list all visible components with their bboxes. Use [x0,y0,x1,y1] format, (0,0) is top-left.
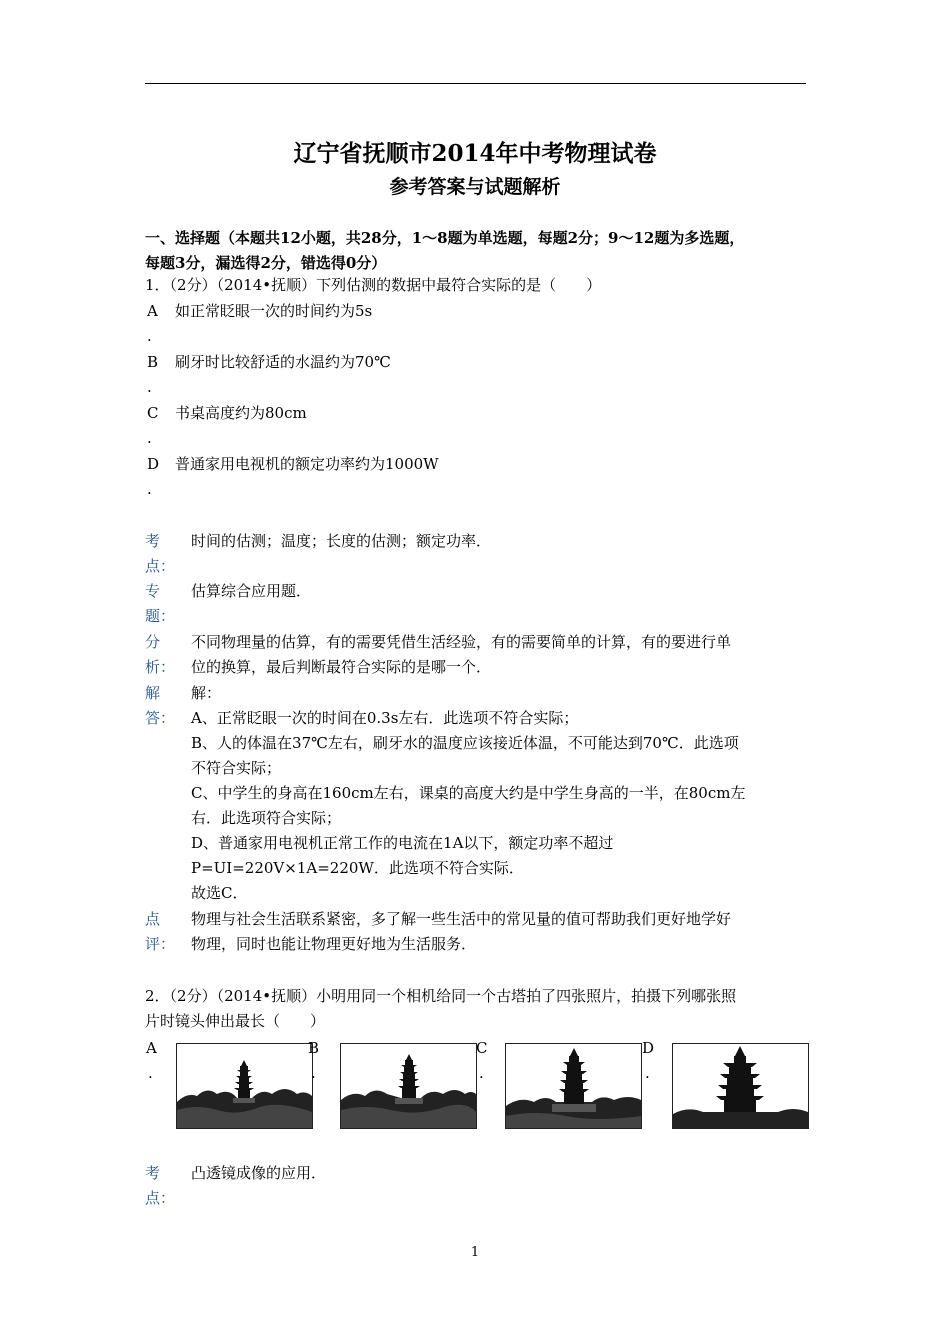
q2-photo-c [505,1043,642,1129]
q1-option-c-text: 书桌高度约为80cm [175,404,307,422]
q1-kaodian-label: 考 点： [145,532,176,575]
q2-option-b-dot: . [311,1064,316,1082]
q1-zhuanti-label: 专 题： [145,582,176,625]
section-heading-line-1: 一、选择题（本题共12小题，共28分，1～8题为单选题，每题2分；9～12题为多选题， [145,229,745,247]
q1-option-b-text: 刷牙时比较舒适的水温约为70℃ [175,353,391,371]
q1-dianping-label: 点 评： [145,910,176,953]
q2-option-a-dot: . [148,1064,153,1082]
question-2-stem: 2．（2分）（2014•抚顺）小明用同一个相机给同一个古塔拍了四张照片，拍摄下列哪张照 片时镜头伸出最长（ ） [145,987,737,1030]
q1-fenxi-line: 位的换算，最后判断最符合实际的是哪一个． [191,658,492,676]
header-rule [145,83,806,84]
q1-jieda-line: 不符合实际； [191,759,282,777]
q1-kaodian: 时间的估测；温度；长度的估测；额定功率． [191,532,492,550]
q1-jieda-label: 解 答： [145,684,176,727]
q1-option-a-dot: . [147,327,152,345]
page-subtitle: 参考答案与试题解析 [389,176,561,198]
page-title: 辽宁省抚顺市2014年中考物理试卷 [293,140,657,167]
q1-jieda [191,681,806,906]
q2-kaodian-label: 考 点： [145,1164,176,1207]
q1-option-d-text: 普通家用电视机的额定功率约为1000W [175,455,439,473]
q1-zhuanti: 估算综合应用题． [191,582,312,600]
section-heading [145,226,810,276]
q2-option-b-letter: B [308,1039,320,1057]
q1-option-d-letter: D [147,455,160,473]
section-heading-line-2: 每题3分，漏选得2分，错选得0分） [145,254,387,272]
q1-jieda-line: B、人的体温在37℃左右，刷牙水的温度应该接近体温，不可能达到70℃．此选项 [191,734,739,752]
q2-option-d-dot: . [645,1064,650,1082]
q1-fenxi-line: 不同物理量的估算，有的需要凭借生活经验，有的需要简单的计算，有的要进行单 [191,633,732,651]
q2-kaodian: 凸透镜成像的应用． [191,1164,327,1182]
q1-option-c-letter: C [147,404,159,422]
q2-photo-d [672,1043,809,1129]
q1-fenxi [191,630,806,680]
q2-option-a-letter: A [146,1039,157,1057]
q2-option-c-letter: C [476,1039,488,1057]
q2-photo-a [176,1043,313,1129]
q1-option-b-dot: . [147,378,152,396]
q1-option-d-dot: . [147,480,152,498]
q1-jieda-line: P=UI=220V×1A=220W．此选项不符合实际． [191,859,524,877]
q1-option-c-dot: . [147,429,152,447]
q1-dianping [191,907,806,957]
q1-jieda-line: D、普通家用电视机正常工作的电流在1A以下，额定功率不超过 [191,834,614,852]
q1-option-a-letter: A [147,302,158,320]
q2-option-d-letter: D [642,1039,655,1057]
q1-jieda-line: A、正常眨眼一次的时间在0.3s左右．此选项不符合实际； [191,709,579,727]
q1-option-a-text: 如正常眨眼一次的时间约为5s [175,302,373,320]
page-number: 1 [470,1245,480,1260]
q1-jieda-line: 右．此选项符合实际； [191,809,342,827]
q1-dianping-line: 物理与社会生活联系紧密，多了解一些生活中的常见量的值可帮助我们更好地学好 [191,910,732,928]
q1-jieda-line: 故选C． [191,884,248,902]
q1-option-b-letter: B [147,353,159,371]
q1-fenxi-label: 分 析： [145,633,176,676]
q1-jieda-line: C、中学生的身高在160cm左右，课桌的高度大约是中学生身高的一半，在80cm左 [191,784,746,802]
q2-option-c-dot: . [479,1064,484,1082]
q1-dianping-line: 物理，同时也能让物理更好地为生活服务． [191,935,477,953]
q2-photo-b [340,1043,477,1129]
question-1-stem: 1．（2分）（2014•抚顺）下列估测的数据中最符合实际的是（ ） [145,276,602,294]
q1-jieda-line: 解： [191,684,222,702]
